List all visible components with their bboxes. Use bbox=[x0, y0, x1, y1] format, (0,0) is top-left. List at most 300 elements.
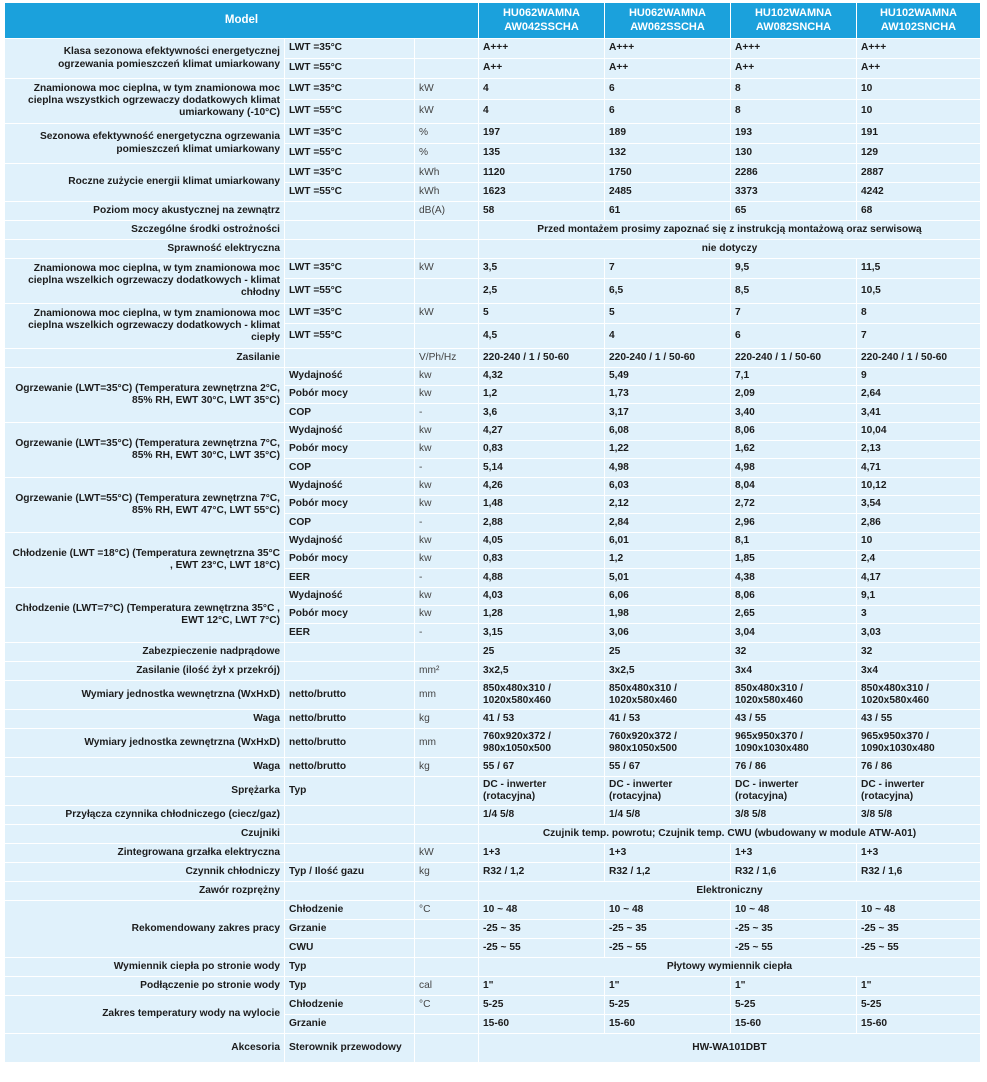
condition-cell: Typ bbox=[285, 977, 415, 996]
value-cell: 2,96 bbox=[731, 514, 857, 533]
condition-cell: LWT =35°C bbox=[285, 79, 415, 100]
value-cell: 9 bbox=[857, 368, 981, 386]
value-cell: 4,38 bbox=[731, 569, 857, 588]
value-cell: A++ bbox=[479, 59, 605, 79]
value-cell: 10,5 bbox=[857, 279, 981, 304]
value-cell: 8,06 bbox=[731, 423, 857, 441]
unit-cell bbox=[415, 777, 479, 806]
value-cell: 1" bbox=[605, 977, 731, 996]
unit-cell: dB(A) bbox=[415, 202, 479, 221]
parameter-label: Sprawność elektryczna bbox=[5, 240, 285, 259]
condition-cell: Typ / Ilość gazu bbox=[285, 863, 415, 882]
value-cell: 2,64 bbox=[857, 386, 981, 404]
value-cell: 850x480x310 / 1020x580x460 bbox=[731, 681, 857, 710]
unit-cell bbox=[415, 825, 479, 844]
value-cell: 129 bbox=[857, 144, 981, 164]
value-cell: 43 / 55 bbox=[731, 710, 857, 729]
value-cell: 4,05 bbox=[479, 533, 605, 551]
parameter-label: Wymiary jednostka wewnętrzna (WxHxD) bbox=[5, 681, 285, 710]
table-row bbox=[5, 863, 981, 882]
unit-cell: kw bbox=[415, 423, 479, 441]
value-cell: 68 bbox=[857, 202, 981, 221]
value-cell: -25 ~ 55 bbox=[731, 939, 857, 958]
value-cell: 2485 bbox=[605, 183, 731, 202]
table-row bbox=[5, 202, 981, 221]
parameter-label: Zakres temperatury wody na wylocie bbox=[5, 996, 285, 1034]
parameter-label: Sezonowa efektywność energetyczna ogrzewania pomieszczeń klimat umiarkowany bbox=[5, 124, 285, 164]
value-cell: 1+3 bbox=[479, 844, 605, 863]
condition-cell bbox=[285, 202, 415, 221]
value-cell: 4 bbox=[479, 100, 605, 124]
condition-cell: Pobór mocy bbox=[285, 606, 415, 624]
model-column-header bbox=[731, 3, 857, 39]
unit-cell: - bbox=[415, 624, 479, 643]
value-cell: 189 bbox=[605, 124, 731, 144]
value-cell: 965x950x370 / 1090x1030x480 bbox=[731, 729, 857, 758]
parameter-label: Waga bbox=[5, 758, 285, 777]
parameter-label: Roczne zużycie energii klimat umiarkowany bbox=[5, 164, 285, 202]
value-cell: 5-25 bbox=[605, 996, 731, 1015]
value-cell: 2286 bbox=[731, 164, 857, 183]
parameter-label: Ogrzewanie (LWT=35°C) (Temperatura zewnętrzna 2°C, 85% RH, EWT 30°C, LWT 35°C) bbox=[5, 368, 285, 423]
shared-value-cell: nie dotyczy bbox=[479, 240, 981, 259]
value-cell: 220-240 / 1 / 50-60 bbox=[479, 349, 605, 368]
shared-value-cell: Elektroniczny bbox=[479, 882, 981, 901]
value-cell: 3/8 5/8 bbox=[857, 806, 981, 825]
condition-cell: CWU bbox=[285, 939, 415, 958]
unit-cell: % bbox=[415, 124, 479, 144]
value-cell: 5-25 bbox=[857, 996, 981, 1015]
value-cell: 6,03 bbox=[605, 478, 731, 496]
table-row bbox=[5, 882, 981, 901]
unit-cell: °C bbox=[415, 901, 479, 920]
table-row bbox=[5, 825, 981, 844]
table-body bbox=[5, 39, 981, 1063]
value-cell: 191 bbox=[857, 124, 981, 144]
condition-cell bbox=[285, 806, 415, 825]
table-row bbox=[5, 806, 981, 825]
unit-cell: % bbox=[415, 144, 479, 164]
value-cell: 58 bbox=[479, 202, 605, 221]
condition-cell: LWT =55°C bbox=[285, 144, 415, 164]
value-cell: 5,49 bbox=[605, 368, 731, 386]
condition-cell: Wydajność bbox=[285, 423, 415, 441]
table-row bbox=[5, 240, 981, 259]
value-cell: 1,98 bbox=[605, 606, 731, 624]
condition-cell: Typ bbox=[285, 958, 415, 977]
condition-cell: COP bbox=[285, 459, 415, 478]
table-header bbox=[5, 3, 981, 39]
parameter-label: Przyłącza czynnika chłodniczego (ciecz/gaz) bbox=[5, 806, 285, 825]
unit-cell bbox=[415, 324, 479, 349]
value-cell: 1120 bbox=[479, 164, 605, 183]
condition-cell: LWT =35°C bbox=[285, 304, 415, 324]
unit-cell bbox=[415, 240, 479, 259]
value-cell: 193 bbox=[731, 124, 857, 144]
table-row bbox=[5, 901, 981, 920]
parameter-label: Szczególne środki ostrożności bbox=[5, 221, 285, 240]
shared-value-cell: Czujnik temp. powrotu; Czujnik temp. CWU (wbudowany w module ATW-A01) bbox=[479, 825, 981, 844]
table-row bbox=[5, 681, 981, 710]
value-cell: 15-60 bbox=[479, 1015, 605, 1034]
value-cell: 8 bbox=[731, 79, 857, 100]
parameter-label: Wymiennik ciepła po stronie wody bbox=[5, 958, 285, 977]
parameter-label: Ogrzewanie (LWT=55°C) (Temperatura zewnętrzna 7°C, 85% RH, EWT 47°C, LWT 55°C) bbox=[5, 478, 285, 533]
condition-cell bbox=[285, 662, 415, 681]
value-cell: 6 bbox=[605, 79, 731, 100]
value-cell: 3,15 bbox=[479, 624, 605, 643]
value-cell: 3,17 bbox=[605, 404, 731, 423]
value-cell: 130 bbox=[731, 144, 857, 164]
value-cell: DC - inwerter (rotacyjna) bbox=[731, 777, 857, 806]
value-cell: 965x950x370 / 1090x1030x480 bbox=[857, 729, 981, 758]
condition-cell bbox=[285, 240, 415, 259]
unit-cell: kg bbox=[415, 758, 479, 777]
value-cell: 4,32 bbox=[479, 368, 605, 386]
parameter-label: Znamionowa moc cieplna, w tym znamionowa moc cieplna wszystkich ogrzewaczy dodatkowych klimat umiarkowany (-10°C) bbox=[5, 79, 285, 124]
table-row bbox=[5, 643, 981, 662]
unit-cell: kw bbox=[415, 533, 479, 551]
parameter-label: Akcesoria bbox=[5, 1034, 285, 1063]
condition-cell: LWT =55°C bbox=[285, 59, 415, 79]
model-outdoor-code: AW042SSCHA bbox=[504, 20, 579, 33]
value-cell: 1,62 bbox=[731, 441, 857, 459]
value-cell: DC - inwerter (rotacyjna) bbox=[479, 777, 605, 806]
table-row bbox=[5, 977, 981, 996]
unit-cell: kw bbox=[415, 368, 479, 386]
value-cell: 6 bbox=[731, 324, 857, 349]
value-cell: 197 bbox=[479, 124, 605, 144]
condition-cell: Wydajność bbox=[285, 368, 415, 386]
parameter-label: Zintegrowana grzałka elektryczna bbox=[5, 844, 285, 863]
model-column-header bbox=[605, 3, 731, 39]
unit-cell bbox=[415, 939, 479, 958]
condition-cell: Typ bbox=[285, 777, 415, 806]
value-cell: 4,03 bbox=[479, 588, 605, 606]
value-cell: 1,2 bbox=[479, 386, 605, 404]
value-cell: 5 bbox=[605, 304, 731, 324]
unit-cell: kg bbox=[415, 710, 479, 729]
value-cell: DC - inwerter (rotacyjna) bbox=[605, 777, 731, 806]
value-cell: 7,1 bbox=[731, 368, 857, 386]
unit-cell: kw bbox=[415, 606, 479, 624]
value-cell: 2,13 bbox=[857, 441, 981, 459]
value-cell: 7 bbox=[857, 324, 981, 349]
condition-cell: netto/brutto bbox=[285, 710, 415, 729]
value-cell: A+++ bbox=[605, 39, 731, 59]
unit-cell bbox=[415, 958, 479, 977]
condition-cell bbox=[285, 349, 415, 368]
unit-cell bbox=[415, 1034, 479, 1063]
condition-cell bbox=[285, 221, 415, 240]
parameter-label: Ogrzewanie (LWT=35°C) (Temperatura zewnętrzna 7°C, 85% RH, EWT 30°C, LWT 35°C) bbox=[5, 423, 285, 478]
value-cell: 1,22 bbox=[605, 441, 731, 459]
value-cell: -25 ~ 35 bbox=[605, 920, 731, 939]
value-cell: 760x920x372 / 980x1050x500 bbox=[479, 729, 605, 758]
value-cell: 3,54 bbox=[857, 496, 981, 514]
value-cell: 10 ~ 48 bbox=[479, 901, 605, 920]
value-cell: 1623 bbox=[479, 183, 605, 202]
value-cell: 4,98 bbox=[605, 459, 731, 478]
value-cell: 9,5 bbox=[731, 259, 857, 279]
value-cell: 5,14 bbox=[479, 459, 605, 478]
unit-cell: mm bbox=[415, 681, 479, 710]
value-cell: 1" bbox=[731, 977, 857, 996]
unit-cell: cal bbox=[415, 977, 479, 996]
table-row bbox=[5, 39, 981, 59]
model-indoor-code: HU102WAMNA bbox=[754, 7, 832, 20]
value-cell: 1,28 bbox=[479, 606, 605, 624]
value-cell: A++ bbox=[857, 59, 981, 79]
value-cell: A+++ bbox=[479, 39, 605, 59]
condition-cell: EER bbox=[285, 624, 415, 643]
value-cell: 1,73 bbox=[605, 386, 731, 404]
table-row bbox=[5, 662, 981, 681]
condition-cell: LWT =55°C bbox=[285, 324, 415, 349]
value-cell: 55 / 67 bbox=[605, 758, 731, 777]
parameter-label: Zasilanie bbox=[5, 349, 285, 368]
value-cell: 2,4 bbox=[857, 551, 981, 569]
value-cell: 4 bbox=[605, 324, 731, 349]
condition-cell: LWT =35°C bbox=[285, 259, 415, 279]
value-cell: 43 / 55 bbox=[857, 710, 981, 729]
model-outdoor-code: AW082SNCHA bbox=[755, 20, 832, 33]
value-cell: 8,5 bbox=[731, 279, 857, 304]
model-header: Model bbox=[5, 3, 479, 39]
value-cell: 1,85 bbox=[731, 551, 857, 569]
unit-cell: kW bbox=[415, 844, 479, 863]
condition-cell: COP bbox=[285, 514, 415, 533]
value-cell: 4,88 bbox=[479, 569, 605, 588]
value-cell: -25 ~ 55 bbox=[605, 939, 731, 958]
value-cell: 4,17 bbox=[857, 569, 981, 588]
unit-cell: - bbox=[415, 459, 479, 478]
value-cell: 3,03 bbox=[857, 624, 981, 643]
condition-cell: LWT =55°C bbox=[285, 183, 415, 202]
value-cell: 4,71 bbox=[857, 459, 981, 478]
value-cell: 3,04 bbox=[731, 624, 857, 643]
value-cell: 2,12 bbox=[605, 496, 731, 514]
value-cell: 4,5 bbox=[479, 324, 605, 349]
table-row bbox=[5, 164, 981, 183]
condition-cell: COP bbox=[285, 404, 415, 423]
value-cell: -25 ~ 55 bbox=[479, 939, 605, 958]
value-cell: 3,5 bbox=[479, 259, 605, 279]
condition-cell: Wydajność bbox=[285, 478, 415, 496]
condition-cell: EER bbox=[285, 569, 415, 588]
model-indoor-code: HU062WAMNA bbox=[628, 7, 706, 20]
condition-cell: netto/brutto bbox=[285, 729, 415, 758]
value-cell: 6,08 bbox=[605, 423, 731, 441]
value-cell: 3x2,5 bbox=[605, 662, 731, 681]
unit-cell: - bbox=[415, 404, 479, 423]
value-cell: -25 ~ 35 bbox=[857, 920, 981, 939]
condition-cell: Chłodzenie bbox=[285, 901, 415, 920]
unit-cell: kw bbox=[415, 386, 479, 404]
condition-cell: LWT =35°C bbox=[285, 39, 415, 59]
value-cell: 850x480x310 / 1020x580x460 bbox=[605, 681, 731, 710]
value-cell: 5,01 bbox=[605, 569, 731, 588]
value-cell: 6,01 bbox=[605, 533, 731, 551]
value-cell: R32 / 1,6 bbox=[731, 863, 857, 882]
value-cell: R32 / 1,2 bbox=[605, 863, 731, 882]
value-cell: 1" bbox=[479, 977, 605, 996]
value-cell: 760x920x372 / 980x1050x500 bbox=[605, 729, 731, 758]
value-cell: 15-60 bbox=[731, 1015, 857, 1034]
table-row bbox=[5, 259, 981, 279]
value-cell: 3x2,5 bbox=[479, 662, 605, 681]
condition-cell: Wydajność bbox=[285, 533, 415, 551]
value-cell: 3,40 bbox=[731, 404, 857, 423]
unit-cell: kw bbox=[415, 441, 479, 459]
unit-cell bbox=[415, 806, 479, 825]
value-cell: 3373 bbox=[731, 183, 857, 202]
table-row bbox=[5, 588, 981, 606]
unit-cell bbox=[415, 59, 479, 79]
value-cell: 4,98 bbox=[731, 459, 857, 478]
value-cell: 220-240 / 1 / 50-60 bbox=[731, 349, 857, 368]
condition-cell bbox=[285, 643, 415, 662]
condition-cell bbox=[285, 825, 415, 844]
value-cell: 3,6 bbox=[479, 404, 605, 423]
value-cell: 2,84 bbox=[605, 514, 731, 533]
parameter-label: Sprężarka bbox=[5, 777, 285, 806]
value-cell: 4242 bbox=[857, 183, 981, 202]
parameter-label: Czujniki bbox=[5, 825, 285, 844]
unit-cell bbox=[415, 279, 479, 304]
unit-cell: - bbox=[415, 514, 479, 533]
table-row bbox=[5, 304, 981, 324]
value-cell: R32 / 1,2 bbox=[479, 863, 605, 882]
condition-cell bbox=[285, 882, 415, 901]
condition-cell: LWT =55°C bbox=[285, 100, 415, 124]
value-cell: 135 bbox=[479, 144, 605, 164]
value-cell: 5 bbox=[479, 304, 605, 324]
unit-cell: - bbox=[415, 569, 479, 588]
unit-cell: °C bbox=[415, 996, 479, 1015]
unit-cell: kW bbox=[415, 259, 479, 279]
value-cell: 6,06 bbox=[605, 588, 731, 606]
value-cell: 15-60 bbox=[605, 1015, 731, 1034]
value-cell: 2,88 bbox=[479, 514, 605, 533]
value-cell: 76 / 86 bbox=[857, 758, 981, 777]
table-row bbox=[5, 777, 981, 806]
value-cell: 3/8 5/8 bbox=[731, 806, 857, 825]
condition-cell: LWT =55°C bbox=[285, 279, 415, 304]
parameter-label: Zabezpieczenie nadprądowe bbox=[5, 643, 285, 662]
table-row bbox=[5, 423, 981, 441]
shared-value-cell: Płytowy wymiennik ciepła bbox=[479, 958, 981, 977]
value-cell: 1,2 bbox=[605, 551, 731, 569]
unit-cell bbox=[415, 882, 479, 901]
unit-cell bbox=[415, 920, 479, 939]
table-row bbox=[5, 710, 981, 729]
specification-table bbox=[4, 2, 981, 1063]
value-cell: DC - inwerter (rotacyjna) bbox=[857, 777, 981, 806]
parameter-label: Wymiary jednostka zewnętrzna (WxHxD) bbox=[5, 729, 285, 758]
value-cell: A+++ bbox=[857, 39, 981, 59]
value-cell: 3x4 bbox=[857, 662, 981, 681]
value-cell: 32 bbox=[731, 643, 857, 662]
table-row bbox=[5, 79, 981, 100]
condition-cell: Chłodzenie bbox=[285, 996, 415, 1015]
value-cell: 850x480x310 / 1020x580x460 bbox=[479, 681, 605, 710]
value-cell: 3x4 bbox=[731, 662, 857, 681]
shared-value-cell: Przed montażem prosimy zapoznać się z instrukcją montażową oraz serwisową bbox=[479, 221, 981, 240]
value-cell: R32 / 1,6 bbox=[857, 863, 981, 882]
value-cell: 1+3 bbox=[605, 844, 731, 863]
shared-value-cell: HW-WA101DBT bbox=[479, 1034, 981, 1063]
value-cell: 1/4 5/8 bbox=[479, 806, 605, 825]
value-cell: 0,83 bbox=[479, 441, 605, 459]
model-indoor-code: HU102WAMNA bbox=[879, 7, 957, 20]
value-cell: A+++ bbox=[731, 39, 857, 59]
table-row bbox=[5, 349, 981, 368]
unit-cell bbox=[415, 221, 479, 240]
value-cell: 7 bbox=[605, 259, 731, 279]
value-cell: 4,26 bbox=[479, 478, 605, 496]
value-cell: 55 / 67 bbox=[479, 758, 605, 777]
condition-cell: Grzanie bbox=[285, 920, 415, 939]
model-outdoor-code: AW062SSCHA bbox=[630, 20, 705, 33]
parameter-label: Podłączenie po stronie wody bbox=[5, 977, 285, 996]
value-cell: 3 bbox=[857, 606, 981, 624]
parameter-label: Waga bbox=[5, 710, 285, 729]
value-cell: A++ bbox=[605, 59, 731, 79]
value-cell: 850x480x310 / 1020x580x460 bbox=[857, 681, 981, 710]
parameter-label: Czynnik chłodniczy bbox=[5, 863, 285, 882]
parameter-label: Chłodzenie (LWT=7°C) (Temperatura zewnętrzna 35°C , EWT 12°C, LWT 7°C) bbox=[5, 588, 285, 643]
table-row bbox=[5, 124, 981, 144]
condition-cell: Sterownik przewodowy bbox=[285, 1034, 415, 1063]
value-cell: 61 bbox=[605, 202, 731, 221]
unit-cell: V/Ph/Hz bbox=[415, 349, 479, 368]
unit-cell: kw bbox=[415, 478, 479, 496]
value-cell: -25 ~ 35 bbox=[731, 920, 857, 939]
value-cell: 10 bbox=[857, 533, 981, 551]
value-cell: 41 / 53 bbox=[479, 710, 605, 729]
value-cell: 8,06 bbox=[731, 588, 857, 606]
condition-cell: LWT =35°C bbox=[285, 164, 415, 183]
value-cell: 8 bbox=[731, 100, 857, 124]
unit-cell: kg bbox=[415, 863, 479, 882]
table-row bbox=[5, 478, 981, 496]
value-cell: 65 bbox=[731, 202, 857, 221]
value-cell: 10 ~ 48 bbox=[857, 901, 981, 920]
header-row bbox=[5, 3, 981, 39]
condition-cell: netto/brutto bbox=[285, 681, 415, 710]
unit-cell: mm bbox=[415, 729, 479, 758]
unit-cell bbox=[415, 39, 479, 59]
table-row bbox=[5, 758, 981, 777]
condition-cell: LWT =35°C bbox=[285, 124, 415, 144]
value-cell: 9,1 bbox=[857, 588, 981, 606]
table-row bbox=[5, 368, 981, 386]
value-cell: 2,72 bbox=[731, 496, 857, 514]
model-column-header bbox=[479, 3, 605, 39]
unit-cell: kW bbox=[415, 304, 479, 324]
parameter-label: Rekomendowany zakres pracy bbox=[5, 901, 285, 958]
value-cell: 76 / 86 bbox=[731, 758, 857, 777]
condition-cell: Pobór mocy bbox=[285, 441, 415, 459]
value-cell: 0,83 bbox=[479, 551, 605, 569]
value-cell: 41 / 53 bbox=[605, 710, 731, 729]
value-cell: 2,86 bbox=[857, 514, 981, 533]
parameter-label: Chłodzenie (LWT =18°C) (Temperatura zewnętrzna 35°C , EWT 23°C, LWT 18°C) bbox=[5, 533, 285, 588]
value-cell: 6 bbox=[605, 100, 731, 124]
unit-cell: kw bbox=[415, 496, 479, 514]
unit-cell: kw bbox=[415, 588, 479, 606]
